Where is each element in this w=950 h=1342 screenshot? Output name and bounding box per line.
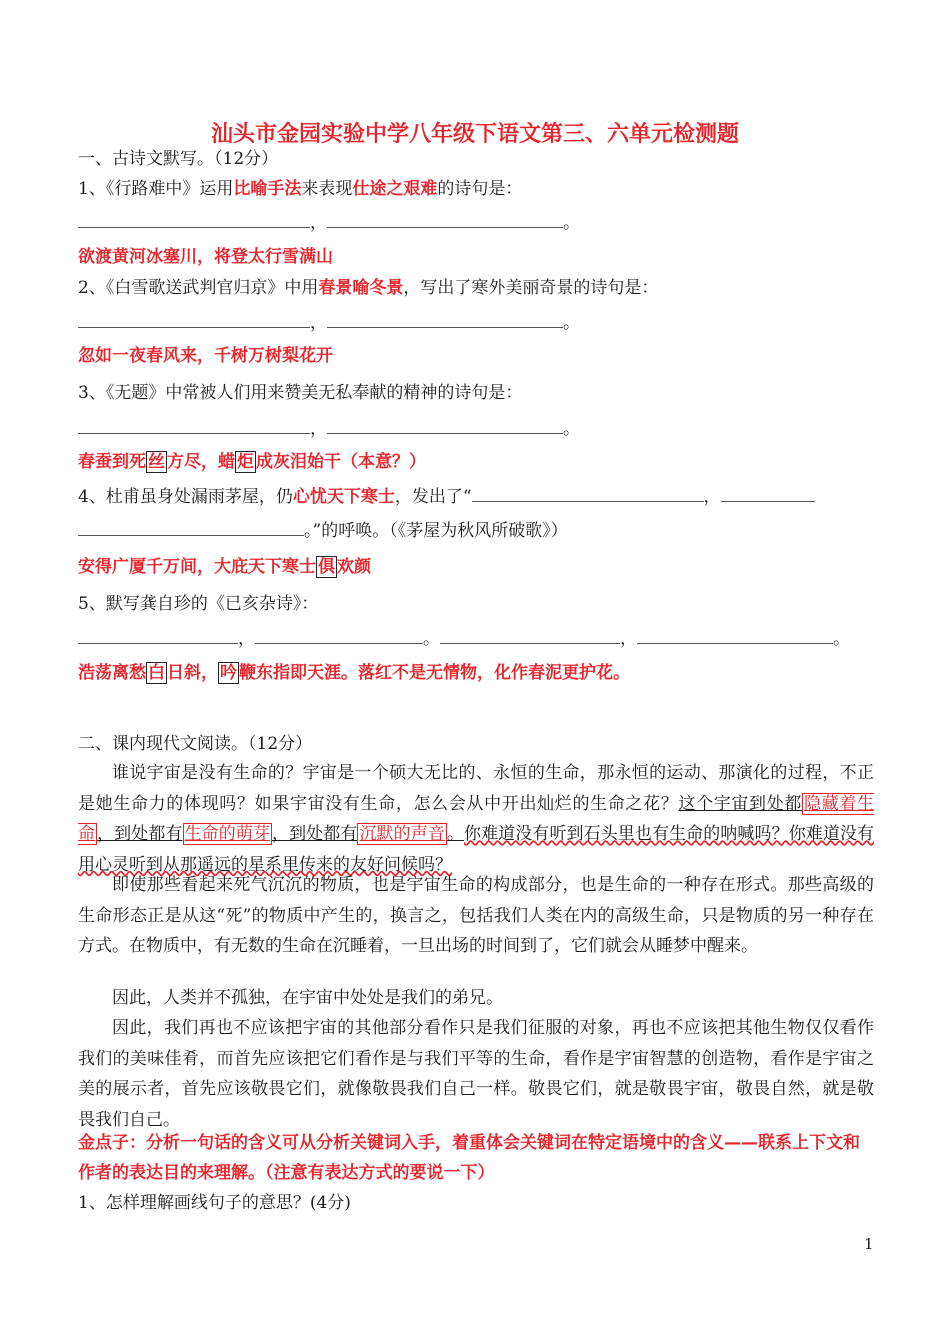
answer-blank[interactable] [78, 521, 304, 536]
period: 。 [563, 313, 580, 333]
reading-question-1: 1、怎样理解画线句子的意思？(4分) [78, 1193, 351, 1213]
q5-boxed-char: 白 [148, 663, 165, 683]
q2-text-a: 2、《白雪歌送武判官归京》中用 [78, 278, 319, 298]
q5-blank-line [78, 628, 850, 650]
underlined-sentence: ，到处都有 [272, 824, 358, 844]
answer-blank[interactable] [255, 629, 423, 644]
answer-blank[interactable] [78, 419, 310, 434]
q5-answer-b: 日斜， [167, 663, 218, 683]
answer-blank[interactable] [472, 487, 704, 502]
reading-paragraph-4: 因此，我们再也不应该把宇宙的其他部分看作只是我们征服的对象，再也不应该把其他生物仅仅看作我们的美味佳肴，而首先应该把它们看作是与我们平等的生命，看作是宇宙智慧的创造物，看作是宇宙之美的展示者，首先应该敬畏它们，就像敬畏我们自己一样。敬畏它们，就是敬畏宇宙，敬畏自然，就是敬畏我们自己。 [78, 1018, 874, 1130]
question-2 [78, 277, 658, 299]
answer-blank[interactable] [327, 419, 563, 434]
answer-blank[interactable] [327, 313, 563, 328]
comma: ， [310, 419, 327, 439]
q1-text-a: 1、《行路难中》运用 [78, 179, 234, 199]
q4-text-c: 。”的呼唤。（《茅屋为秋风所破歌》） [304, 521, 568, 541]
answer-blank[interactable] [440, 629, 620, 644]
answer-blank[interactable] [78, 313, 310, 328]
q5-answer [78, 662, 630, 684]
q2-blank-line [78, 312, 580, 334]
q4-text-a: 4、杜甫虽身处漏雨茅屋，仍 [78, 487, 293, 507]
wavy-underlined-sentence: 你难道没有听到石头里也有生命的呐喊吗？你难道没有用心灵听到从那遥远的星系里传来的友好问候吗？ [78, 824, 875, 875]
comma: ， [310, 213, 327, 233]
q1-keyword-1: 比喻手法 [233, 179, 302, 199]
q3-answer [78, 451, 426, 473]
q1-blank-line [78, 212, 580, 234]
boxed-phrase: 沉默的声音 [359, 824, 445, 844]
answer-blank[interactable] [637, 629, 833, 644]
q2-answer: 忽如一夜春风来，千树万树梨花开 [78, 346, 333, 366]
comma: ， [620, 629, 637, 649]
q1-answer: 欲渡黄河冰塞川，将登太行雪满山 [78, 247, 333, 267]
page-title: 汕头市金园实验中学八年级下语文第三、六单元检测题 [210, 122, 739, 147]
golden-tip [78, 1128, 874, 1188]
period: 。 [423, 629, 440, 649]
q4-answer-b: 欢颜 [337, 557, 371, 577]
q3-boxed-char: 炬 [237, 452, 254, 472]
period: 。 [563, 419, 580, 439]
q4-keyword: 心忧天下寒士 [292, 487, 395, 507]
q4-line-2 [78, 520, 568, 542]
period: 。 [563, 213, 580, 233]
boxed-phrase: 隐藏着生命 [78, 793, 875, 844]
answer-blank[interactable] [721, 487, 815, 502]
answer-blank[interactable] [78, 629, 238, 644]
question-3: 3、《无题》中常被人们用来赞美无私奉献的精神的诗句是： [78, 383, 523, 403]
q5-boxed-char: 吟 [220, 663, 237, 683]
tip-text-b: ——联系上下文和作者的表达目的来理解。（注意有表达方式的要说一下） [78, 1133, 860, 1183]
q4-answer [78, 556, 371, 578]
question-5: 5、默写龚自珍的《已亥杂诗》： [78, 594, 319, 614]
reading-paragraph-3: 因此，人类并不孤独，在宇宙中处处是我们的弟兄。 [112, 988, 503, 1008]
question-4 [78, 486, 815, 508]
q2-keyword: 春景喻冬景 [318, 278, 404, 298]
question-1 [78, 178, 522, 200]
q3-answer-c: 成灰泪始干（本意？） [256, 452, 426, 472]
answer-blank[interactable] [327, 213, 563, 228]
boxed-phrase: 生命的萌芽 [184, 824, 270, 844]
underlined-sentence: ，到处都有 [97, 824, 183, 844]
comma: ， [238, 629, 255, 649]
period: 。 [833, 629, 850, 649]
reading-paragraph-1 [78, 758, 874, 880]
comma: ， [310, 313, 327, 333]
q2-text-b: ，写出了寒外美丽奇景的诗句是： [403, 278, 659, 298]
section-1-heading: 一、古诗文默写。（12分） [78, 149, 279, 169]
page-number: 1 [864, 1235, 874, 1253]
q1-text-c: 的诗句是： [437, 179, 523, 199]
q1-keyword-2: 仕途之艰难 [352, 179, 438, 199]
q3-boxed-char: 丝 [148, 452, 165, 472]
q3-blank-line [78, 418, 580, 440]
comma: ， [703, 487, 721, 507]
reading-paragraph-2: 即使那些看起来死气沉沉的物质，也是宇宙生命的构成部分，也是生命的一种存在形式。那些高级的生命形态正是从这“死”的物质中产生的，换言之，包括我们人类在内的高级生命，只是物质的另一种存在方式。在物质中，有无数的生命在沉睡着，一旦出场的时间到了，它们就会从睡梦中醒来。 [78, 875, 874, 956]
q1-text-b: 来表现 [301, 179, 353, 199]
underlined-sentence: 这个宇宙到处都 [678, 793, 803, 814]
q5-answer-c: 鞭东指即天涯。落红不是无情物，化作春泥更护花。 [239, 663, 630, 683]
q4-answer-a: 安得广厦千万间，大庇天下寒士 [78, 557, 316, 577]
answer-blank[interactable] [78, 213, 310, 228]
q3-answer-a: 春蚕到死 [78, 452, 146, 472]
q3-answer-b: 方尽，蜡 [167, 452, 235, 472]
underlined-sentence: 。 [446, 824, 464, 844]
p1-text: 谁说宇宙是没有生命的？宇宙是一个硕大无比的、永恒的生命，那永恒的运动、那演化的过程，不正是她生命力的体现吗？如果宇宙没有生命，怎么会从中开出灿烂的生命之花？ [78, 763, 874, 814]
section-2-heading: 二、课内现代文阅读。（12分） [78, 734, 313, 754]
q4-boxed-char: 俱 [318, 557, 335, 577]
q5-answer-a: 浩荡离愁 [78, 663, 146, 683]
tip-text-a: 金点子：分析一句话的含义可从分析关键词入手，着重体会关键词在特定语境中的含义 [78, 1133, 724, 1153]
q4-text-b: ，发出了“ [394, 487, 472, 507]
